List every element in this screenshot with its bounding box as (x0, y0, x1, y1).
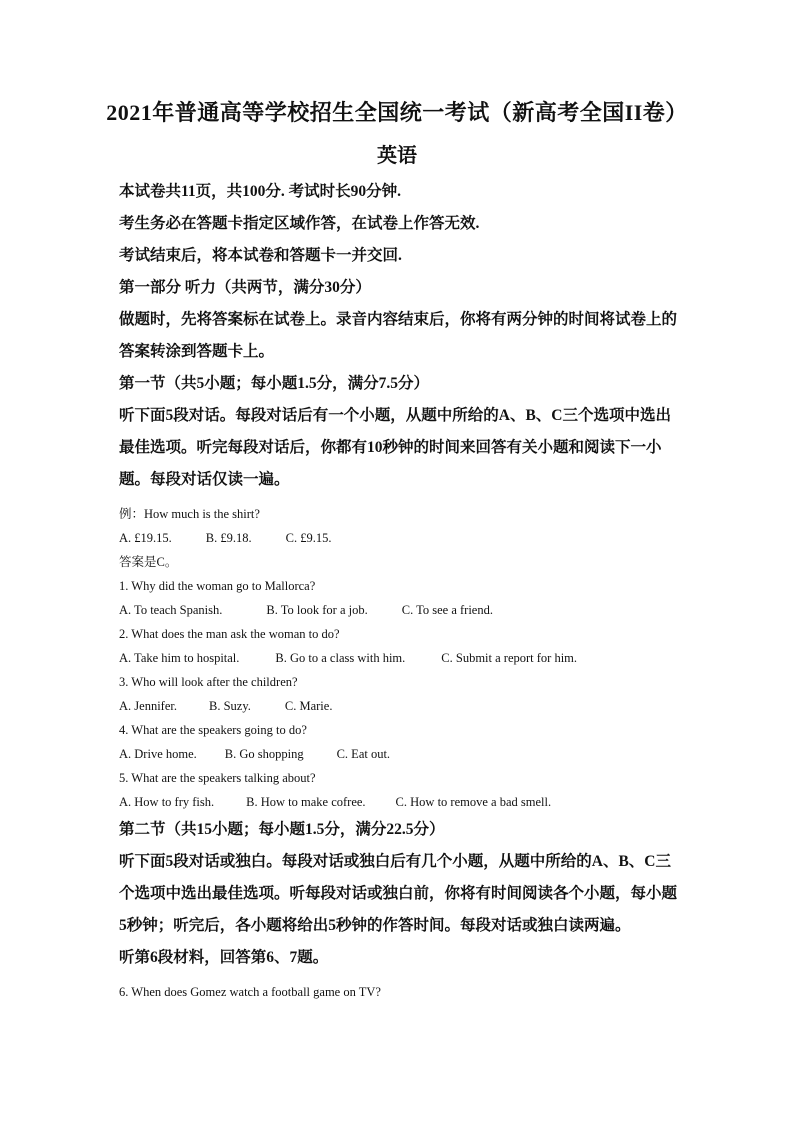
option-c: C. Eat out. (336, 747, 391, 761)
question-1-options (119, 598, 679, 622)
question-2: 2. What does the man ask the woman to do? (119, 627, 340, 641)
section-directions: 听下面5段对话。每段对话后有一个小题，从题中所给的A、B、C三个选项中选出最佳选项。听完每段对话后，你都有10秒钟的时间来回答有关小题和阅读下一小题。每段对话仅读一遍。 (119, 407, 671, 488)
question-6: 6. When does Gomez watch a football game on TV? (119, 985, 381, 999)
example-answer: 答案是C。 (119, 555, 178, 569)
option-a: A. To teach Spanish. (119, 603, 223, 617)
instruction-line: 本试卷共11页，共100分. 考试时长90分钟. (119, 183, 402, 200)
question-5-options (119, 790, 679, 814)
option-a: A. £19.15. (119, 531, 172, 545)
example-question: 例：How much is the shirt? (119, 507, 260, 521)
example-options (119, 526, 679, 550)
section-heading: 第一节（共5小题；每小题1.5分，满分7.5分） (119, 375, 430, 392)
option-a: A. Jennifer. (119, 699, 177, 713)
question-3-options (119, 694, 679, 718)
option-c: C. Marie. (284, 699, 333, 713)
part-directions: 做题时，先将答案标在试卷上。录音内容结束后，你将有两分钟的时间将试卷上的答案转涂到答题卡上。 (119, 311, 678, 360)
option-c: C. To see a friend. (401, 603, 493, 617)
instruction-line: 考试结束后，将本试卷和答题卡一并交回. (119, 247, 402, 264)
option-c: C. How to remove a bad smell. (395, 795, 552, 809)
section-heading: 第二节（共15小题；每小题1.5分，满分22.5分） (119, 821, 445, 838)
question-4-options (119, 742, 679, 766)
question-5: 5. What are the speakers talking about? (119, 771, 316, 785)
question-1: 1. Why did the woman go to Mallorca? (119, 579, 316, 593)
option-c: C. Submit a report for him. (441, 651, 578, 665)
option-a: A. Drive home. (119, 747, 197, 761)
exam-title: 2021年普通高等学校招生全国统一考试（新高考全国II卷） (106, 100, 688, 125)
option-b: B. Suzy. (208, 699, 251, 713)
option-b: B. How to make cofree. (246, 795, 366, 809)
question-4: 4. What are the speakers going to do? (119, 723, 307, 737)
section-directions: 听下面5段对话或独白。每段对话或独白后有几个小题，从题中所给的A、B、C三个选项中选出最佳选项。听每段对话或独白前，你将有时间阅读各个小题，每小题5秒钟；听完后，各小题将给出5秒钟的作答时间。每段对话或独白读两遍。 (119, 853, 678, 934)
instruction-line: 考生务必在答题卡指定区域作答，在试卷上作答无效. (119, 215, 480, 232)
option-b: B. Go shopping (224, 747, 304, 761)
material-heading: 听第6段材料，回答第6、7题。 (119, 949, 329, 966)
question-3: 3. Who will look after the children? (119, 675, 298, 689)
option-a: A. How to fry fish. (119, 795, 215, 809)
exam-content (119, 176, 679, 1004)
option-a: A. Take him to hospital. (119, 651, 240, 665)
part-heading: 第一部分 听力（共两节，满分30分） (119, 279, 371, 296)
option-b: B. To look for a job. (266, 603, 368, 617)
option-b: B. £9.18. (205, 531, 252, 545)
option-b: B. Go to a class with him. (275, 651, 406, 665)
subject-title: 英语 (377, 145, 417, 167)
option-c: C. £9.15. (285, 531, 332, 545)
question-2-options (119, 646, 679, 670)
